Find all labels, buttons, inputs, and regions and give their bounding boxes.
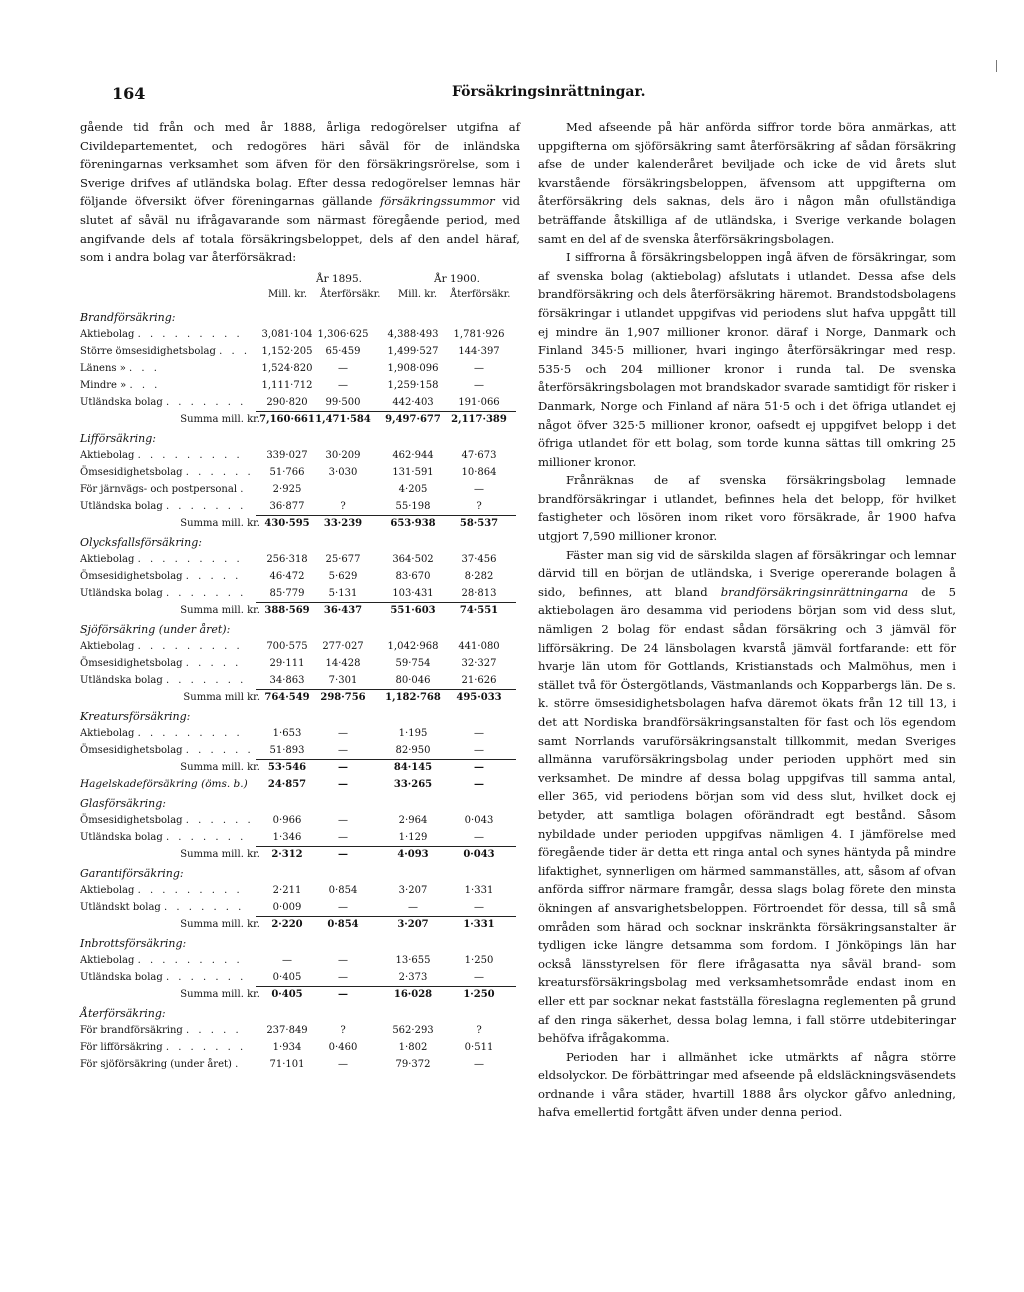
row-label-text: Aktiebolag bbox=[80, 553, 135, 565]
sum-value: 495·033 bbox=[456, 691, 502, 703]
row-label bbox=[80, 829, 270, 846]
row-label bbox=[80, 812, 270, 829]
page-number: 164 bbox=[112, 84, 146, 103]
sum-value: 2·312 bbox=[271, 848, 303, 860]
cell-value: 30·209 bbox=[325, 449, 361, 461]
sum-value: 388·569 bbox=[264, 604, 310, 616]
sum-value: 1,182·768 bbox=[385, 691, 441, 703]
row-label-text: Aktiebolag bbox=[80, 727, 135, 739]
table-row bbox=[80, 326, 520, 343]
year-1900-header: År 1900. bbox=[434, 272, 480, 285]
leader-dots: . . . . . . bbox=[185, 466, 254, 478]
cell-value: — bbox=[474, 1058, 484, 1070]
cell-value: 21·626 bbox=[461, 674, 497, 686]
sum-row bbox=[80, 986, 520, 1003]
table-row bbox=[80, 812, 520, 829]
cell-value: 28·813 bbox=[461, 587, 497, 599]
cell-value: 1,499·527 bbox=[387, 345, 439, 357]
sum-label: Summa mill. kr. bbox=[180, 918, 260, 930]
leader-dots: . bbox=[240, 483, 247, 495]
cell-value: — bbox=[282, 954, 292, 966]
cell-value: 80·046 bbox=[395, 674, 431, 686]
paragraph-5: Perioden har i allmänhet icke utmärkts af några större eldsolyckor. De förbättringar med afseende på eldsläckningsväsendets ordnande i våra städer, hvartill 1888 års olyckor gåfvo anledning, hafva emellertid fortgått äfven under denna period. bbox=[538, 1049, 956, 1120]
sum-value: 2·220 bbox=[271, 918, 303, 930]
cell-value: 191·066 bbox=[458, 396, 500, 408]
cell-value: 0·854 bbox=[328, 884, 358, 896]
sum-value: 36·437 bbox=[323, 604, 363, 616]
cell-value: ? bbox=[340, 500, 346, 512]
page-header bbox=[0, 84, 1024, 108]
cell-value: 1·934 bbox=[272, 1041, 302, 1053]
sum-value: 551·603 bbox=[390, 604, 436, 616]
leader-dots: . . . . . . . . . bbox=[137, 954, 243, 966]
cell-value: 1,152·205 bbox=[261, 345, 313, 357]
row-label bbox=[80, 969, 270, 986]
cell-value: 51·766 bbox=[269, 466, 305, 478]
sum-value: 16·028 bbox=[393, 988, 433, 1000]
row-label bbox=[80, 481, 270, 498]
sum-value: 24·857 bbox=[267, 778, 307, 790]
table-row bbox=[80, 882, 520, 899]
table-row bbox=[80, 394, 520, 411]
cell-value: — bbox=[338, 362, 348, 374]
paragraph-2: I siffrorna å försäkringsbeloppen ingå äfven de försäkringar, som af svenska bolag (aktiebolag) afslutats i utlandet. Dessa afse dels brandförsäkring och dels återförsäkring häremot. Brandstodsbolagens försäkringar i utlandet uppgifvas vid periodens slut hafva uppgått till ej mindre än 1,907 millioner kronor. däraf i Norge, Danmark och Finland 345·5 millioner, hvari ingingo återförsäkringar med resp. 535·5 och 204 millioner kronor i runda tal. De svenska återförsäkringsbolagen mot brandskador svarade samtidigt för risker i Danmark, Norge och Finland af nära 51·5 och i det öfriga utlandet ej något öfver 325·5 millioner kronor, oafsedt ej uppgifvet belopp i det öfriga utlandet för ett bolag, som torde kunna sättas till omkring 25 millioner kronor. bbox=[538, 250, 956, 469]
cell-value: — bbox=[338, 971, 348, 983]
sum-label: Summa mill kr. bbox=[183, 691, 260, 703]
cell-value: — bbox=[474, 831, 484, 843]
cell-value: — bbox=[338, 954, 348, 966]
paragraph-1: Med afseende på här anförda siffror torde böra anmärkas, att uppgifterna om sjöförsäkring samt återförsäkring af sådan försäkring afse de under kalenderåret beviljade och icke de vid årets slut kvarstående försäkringsbeloppen, äfvensom att uppgifterna om återförsäkring dels saknas, dels äro i någon mån ofullständiga beträffande åtskilliga af de utländska, i Sverige verkande bolagen samt en del af de svenska återförsäkringsbolagen. bbox=[538, 120, 956, 246]
leader-dots: . bbox=[235, 1058, 242, 1070]
sum-value: 764·549 bbox=[264, 691, 310, 703]
row-label-text: För järnvägs- och postpersonal bbox=[80, 483, 238, 495]
cell-value: — bbox=[474, 379, 484, 391]
cell-value: 0·511 bbox=[464, 1041, 494, 1053]
row-label-text: Utländska bolag bbox=[80, 831, 163, 843]
cell-value: 0·043 bbox=[464, 814, 494, 826]
cell-value: — bbox=[338, 744, 348, 756]
cell-value: — bbox=[338, 901, 348, 913]
cell-value: 29·111 bbox=[269, 657, 305, 669]
leader-dots: . . . . . . . bbox=[164, 901, 245, 913]
row-label bbox=[80, 326, 270, 343]
cell-value: — bbox=[338, 1058, 348, 1070]
cell-value: 256·318 bbox=[266, 553, 308, 565]
row-label-text: Aktiebolag bbox=[80, 640, 135, 652]
col-mill-kr-2: Mill. kr. bbox=[398, 288, 438, 300]
cell-value: — bbox=[474, 727, 484, 739]
cell-value: — bbox=[408, 901, 418, 913]
cell-value: 2·211 bbox=[272, 884, 302, 896]
cell-value: 46·472 bbox=[269, 570, 305, 582]
cell-value: 8·282 bbox=[464, 570, 494, 582]
row-label bbox=[80, 377, 270, 394]
cell-value: 14·428 bbox=[325, 657, 361, 669]
section-title: Brandförsäkring: bbox=[80, 310, 176, 324]
right-column bbox=[538, 118, 956, 1122]
cell-value: — bbox=[338, 379, 348, 391]
paragraph-4-text-a: Fäster man sig vid de särskilda slagen af försäkringar och lemnar därvid till en början de utländska, i Sverige opererande bolagen å sido, befinnes, att bland bbox=[538, 547, 956, 599]
row-label bbox=[80, 394, 270, 411]
cell-value: 1·195 bbox=[398, 727, 428, 739]
sum-value: — bbox=[338, 778, 348, 790]
cell-value: 99·500 bbox=[325, 396, 361, 408]
table-row bbox=[80, 638, 520, 655]
sum-value: — bbox=[338, 761, 348, 773]
cell-value: 71·101 bbox=[269, 1058, 305, 1070]
row-label-text: Ömsesidighetsbolag bbox=[80, 657, 183, 669]
row-label bbox=[80, 1056, 270, 1073]
sum-value: 0·043 bbox=[463, 848, 495, 860]
sum-value: — bbox=[338, 988, 348, 1000]
cell-value: — bbox=[474, 901, 484, 913]
leader-dots: . . . . . . . . . bbox=[137, 328, 243, 340]
cell-value: 1·331 bbox=[464, 884, 494, 896]
col-mill-kr: Mill. kr. bbox=[268, 288, 308, 300]
cell-value: 34·863 bbox=[269, 674, 305, 686]
sum-label: Summa mill. kr. bbox=[180, 761, 260, 773]
sum-value: 3·207 bbox=[397, 918, 429, 930]
table-row bbox=[80, 551, 520, 568]
table-header bbox=[80, 273, 520, 307]
leader-dots: . . . . . . . . . bbox=[137, 884, 243, 896]
sum-label: Summa mill. kr. bbox=[180, 848, 260, 860]
table-row bbox=[80, 829, 520, 846]
table-row bbox=[80, 447, 520, 464]
table-row bbox=[80, 343, 520, 360]
row-label bbox=[80, 1022, 270, 1039]
row-label-text: Utländska bolag bbox=[80, 971, 163, 983]
sum-value: — bbox=[474, 761, 484, 773]
cell-value: 1·129 bbox=[398, 831, 428, 843]
sum-label: Summa mill. kr. bbox=[180, 604, 260, 616]
table-row bbox=[80, 1056, 520, 1073]
cell-value: 1·250 bbox=[464, 954, 494, 966]
leader-dots: . . . bbox=[129, 362, 160, 374]
leader-dots: . . . bbox=[129, 379, 161, 391]
cell-value: 1,306·625 bbox=[317, 328, 369, 340]
leader-dots: . . . . . bbox=[185, 657, 242, 669]
year-1895-header: År 1895. bbox=[316, 272, 362, 285]
row-label-text: Ömsesidighetsbolag bbox=[80, 814, 183, 826]
sum-row bbox=[80, 689, 520, 706]
sum-value: — bbox=[338, 848, 348, 860]
row-label bbox=[80, 638, 270, 655]
cell-value: 3,081·104 bbox=[261, 328, 313, 340]
row-label-text: Mindre » bbox=[80, 379, 127, 391]
intro-paragraph bbox=[80, 118, 520, 267]
paragraph-4-emphasis: brandförsäkringsinrättningarna bbox=[720, 584, 909, 599]
cell-value: 37·456 bbox=[461, 553, 497, 565]
table-row bbox=[80, 1022, 520, 1039]
row-label bbox=[80, 551, 270, 568]
cell-value: 237·849 bbox=[266, 1024, 308, 1036]
cell-value: 2·925 bbox=[272, 483, 302, 495]
leader-dots: . . . . . . bbox=[185, 814, 254, 826]
section-title: Inbrottsförsäkring: bbox=[80, 936, 187, 950]
table-row bbox=[80, 568, 520, 585]
col-aterforsakr-2: Återförsäkr. bbox=[450, 288, 511, 300]
leader-dots: . . . . . . . bbox=[165, 674, 247, 686]
table-row bbox=[80, 725, 520, 742]
cell-value: 59·754 bbox=[395, 657, 431, 669]
leader-dots: . . . . . . . . . bbox=[137, 553, 243, 565]
cell-value: 339·027 bbox=[266, 449, 308, 461]
sum-row bbox=[80, 602, 520, 619]
cell-value: 1,042·968 bbox=[387, 640, 439, 652]
running-title: Försäkringsinrättningar. bbox=[452, 84, 646, 100]
sum-row bbox=[80, 776, 520, 793]
cell-value: 3·207 bbox=[398, 884, 428, 896]
cell-value: 2·373 bbox=[398, 971, 428, 983]
row-label-text: Aktiebolag bbox=[80, 328, 135, 340]
intro-text-b: vid slutet af såväl nu ifrågavarande som närmast föregående period, med angifvande dels af totala försäkringsbeloppet, dels af den andel häraf, som i andra bolag var återförsäkrad: bbox=[80, 194, 521, 265]
row-label bbox=[80, 742, 270, 759]
cell-value: 103·431 bbox=[392, 587, 434, 599]
row-label bbox=[80, 585, 270, 602]
cell-value: — bbox=[338, 814, 348, 826]
cell-value: — bbox=[474, 744, 484, 756]
row-label-text: Utländska bolag bbox=[80, 500, 163, 512]
section-title: Sjöförsäkring (under året): bbox=[80, 622, 231, 636]
sum-row bbox=[80, 846, 520, 863]
sum-value: — bbox=[474, 778, 484, 790]
cell-value: 32·327 bbox=[461, 657, 497, 669]
cell-value: 462·944 bbox=[392, 449, 434, 461]
paragraph-4 bbox=[538, 546, 956, 1048]
cell-value: 36·877 bbox=[269, 500, 305, 512]
sum-row bbox=[80, 411, 520, 428]
section-title: Lifförsäkring: bbox=[80, 431, 156, 445]
cell-value: 4·205 bbox=[398, 483, 428, 495]
leader-dots: . . . . . . . bbox=[165, 396, 247, 408]
leader-dots: . . . . . . bbox=[185, 744, 254, 756]
row-label bbox=[80, 360, 270, 377]
sum-value: 33·265 bbox=[393, 778, 433, 790]
table-row bbox=[80, 360, 520, 377]
sum-label: Summa mill. kr. bbox=[180, 413, 260, 425]
cell-value: 5·131 bbox=[328, 587, 358, 599]
section-title: Olycksfallsförsäkring: bbox=[80, 535, 202, 549]
table-row bbox=[80, 377, 520, 394]
leader-dots: . . . . . . . . . bbox=[137, 449, 243, 461]
sum-value: 1·250 bbox=[463, 988, 495, 1000]
cell-value: 13·655 bbox=[395, 954, 431, 966]
cell-value: — bbox=[474, 483, 484, 495]
sum-value: 0·854 bbox=[327, 918, 359, 930]
paragraph-4-text-b: de 5 aktiebolagen äro desamma vid periodens början som vid dess slut, nämligen 2 bolag för endast sådan försäkring och 3 jämväl för lifförsäkring. De 24 länsbolagen kvarstå jämväl fortfarande: ett för hvarje län utom för Gottlands, Kristianstads och Malmöhus, men i stället två för Östergötlands, Västmanlands och Kopparbergs län. De s. k. större ömsesidighetsbolagen hafva däremot ökats från 12 till 13, i det att Nordiska brandförsäkringsanstalten för fast och lös egendom samt Norrlands varuförsäkringsanstalt tillkommit, medan Sveriges allmänna varuförsäkringsbolag under perioden upphört med sin verksamhet. De mindre af dessa bolag uppgifvas till samma antal, eller 365, vid periodens början som vid dess slut, hvilket dock ej betyder, att samtliga bolagen oförändradt egt bestånd. Såsom nybildade under perioden uppgifvas nämligen 4. I jämförelse med föregående tider är detta ett ringa antal och synes häntyda på mindre lifaktighet, synnerligen om härmed sammanställes, att, såsom af ofvan anförda siffror närmare framgår, dessa slags bolag förete den minsta ökningen af ansvarighetsbeloppen. Förtroendet för dessa, till så små områden som härad och socknar inskränkta försäkringsanstalter är tydligen icke längre detsamma som fordom. I Jönköpings län har också länsstyrelsen för flere ifrågasatta nya såväl brand- som kreatursförsäkringsbolag med verksamhetsområde endast inom en eller ett par socknar nekat fastställa föreslagna reglementen på grund af den ringa säkerhet, dessa bolag lemna, i fall större utdebiteringar behöfva ifrågakomma. bbox=[538, 584, 956, 1046]
row-label-text: Ömsesidighetsbolag bbox=[80, 570, 183, 582]
intro-text-a: gående tid från och med år 1888, årliga redogörelser utgifna af Civildepartementet, och redogöres häri såväl för de inländska föreningarnas verksamhet som äfven för den försäkringsrörelse, som i Sverige drifves af utländska bolag. Efter dessa redogörelser lemnas här följande öfversikt öfver föreningarnas gällande bbox=[80, 120, 520, 209]
cell-value: 85·779 bbox=[269, 587, 305, 599]
leader-dots: . . . . . . . . . bbox=[137, 640, 243, 652]
cell-value: 2·964 bbox=[398, 814, 428, 826]
cell-value: 442·403 bbox=[392, 396, 434, 408]
row-label-text: Aktiebolag bbox=[80, 884, 135, 896]
leader-dots: . . . . . . . bbox=[165, 500, 247, 512]
row-label-text: Utländska bolag bbox=[80, 674, 163, 686]
cell-value: 0·405 bbox=[272, 971, 302, 983]
cell-value: 0·460 bbox=[328, 1041, 358, 1053]
cell-value: 47·673 bbox=[461, 449, 497, 461]
sum-row bbox=[80, 759, 520, 776]
table-row bbox=[80, 585, 520, 602]
cell-value: — bbox=[338, 831, 348, 843]
cell-value: 65·459 bbox=[325, 345, 361, 357]
leader-dots: . . . . . . . bbox=[165, 587, 247, 599]
row-label bbox=[80, 655, 270, 672]
sum-value: 430·595 bbox=[264, 517, 310, 529]
table-row bbox=[80, 672, 520, 689]
section-title: Återförsäkring: bbox=[80, 1006, 166, 1020]
cell-value: 1·653 bbox=[272, 727, 302, 739]
leader-dots: . . . . . . . . . bbox=[137, 727, 243, 739]
row-label bbox=[80, 1039, 270, 1056]
cell-value: 79·372 bbox=[395, 1058, 431, 1070]
table-row bbox=[80, 742, 520, 759]
cell-value: 4,388·493 bbox=[387, 328, 439, 340]
sum-value: 7,160·661 bbox=[259, 413, 315, 425]
row-label-text: Länens » bbox=[80, 362, 126, 374]
paragraph-3: Frånräknas de af svenska försäkringsbolag lemnade brandförsäkringar i utlandet, befinnes hela det belopp, för hvilket fastigheter och lösören inom riket voro försäkrade, år 1900 hafva utgjort 7,590 millioner kronor. bbox=[538, 473, 956, 544]
cell-value: ? bbox=[340, 1024, 346, 1036]
col-aterforsakr: Återförsäkr. bbox=[320, 288, 381, 300]
left-column bbox=[80, 118, 520, 1073]
cell-value: 1,111·712 bbox=[261, 379, 313, 391]
cell-value: ? bbox=[476, 1024, 482, 1036]
table-row bbox=[80, 464, 520, 481]
sum-value: 58·537 bbox=[459, 517, 499, 529]
cell-value: ? bbox=[476, 500, 482, 512]
sum-value: 53·546 bbox=[267, 761, 307, 773]
insurance-table bbox=[80, 310, 520, 1073]
leader-dots: . . . . . . . bbox=[165, 1041, 247, 1053]
cell-value: — bbox=[474, 971, 484, 983]
table-row bbox=[80, 1039, 520, 1056]
cell-value: 1,781·926 bbox=[453, 328, 505, 340]
leader-dots: . . . bbox=[219, 345, 251, 357]
cell-value: 55·198 bbox=[395, 500, 431, 512]
sum-value: 1·331 bbox=[463, 918, 495, 930]
sum-row bbox=[80, 916, 520, 933]
cell-value: 7·301 bbox=[328, 674, 358, 686]
table-row bbox=[80, 952, 520, 969]
row-label-text: Större ömsesidighetsbolag bbox=[80, 345, 216, 357]
table-row bbox=[80, 498, 520, 515]
row-label bbox=[80, 447, 270, 464]
sum-value: 298·756 bbox=[320, 691, 366, 703]
leader-dots: . . . . . . . bbox=[165, 971, 247, 983]
row-label bbox=[80, 899, 270, 916]
cell-value: — bbox=[474, 362, 484, 374]
cell-value: 1·802 bbox=[398, 1041, 428, 1053]
intro-emphasis: försäkringssummor bbox=[380, 194, 495, 209]
row-label bbox=[80, 672, 270, 689]
cell-value: 3·030 bbox=[328, 466, 358, 478]
row-label-text: För brandförsäkring bbox=[80, 1024, 183, 1036]
row-label bbox=[80, 343, 270, 360]
cell-value: 0·966 bbox=[272, 814, 302, 826]
cell-value: 290·820 bbox=[266, 396, 308, 408]
row-label-text: Utländskt bolag bbox=[80, 901, 161, 913]
cell-value: 82·950 bbox=[395, 744, 431, 756]
row-label bbox=[80, 952, 270, 969]
table-row bbox=[80, 481, 520, 498]
leader-dots: . . . . . bbox=[186, 1024, 242, 1036]
sum-label: Hagelskadeförsäkring (öms. b.) bbox=[80, 777, 248, 790]
sum-value: 84·145 bbox=[393, 761, 433, 773]
cell-value: 700·575 bbox=[266, 640, 308, 652]
row-label-text: Utländska bolag bbox=[80, 396, 163, 408]
sum-label: Summa mill. kr. bbox=[180, 517, 260, 529]
sum-value: 33·239 bbox=[323, 517, 363, 529]
cell-value: 1·346 bbox=[272, 831, 302, 843]
cell-value: 144·397 bbox=[458, 345, 500, 357]
sum-row bbox=[80, 515, 520, 532]
row-label-text: Utländska bolag bbox=[80, 587, 163, 599]
cell-value: 1,908·096 bbox=[387, 362, 439, 374]
row-label-text: Aktiebolag bbox=[80, 449, 135, 461]
cell-value: 0·009 bbox=[272, 901, 302, 913]
row-label bbox=[80, 882, 270, 899]
row-label bbox=[80, 725, 270, 742]
page-edge-mark bbox=[996, 60, 997, 72]
cell-value: 25·677 bbox=[325, 553, 361, 565]
sum-value: 4·093 bbox=[397, 848, 429, 860]
table-row bbox=[80, 655, 520, 672]
cell-value: 1,524·820 bbox=[261, 362, 313, 374]
sum-value: 1,471·584 bbox=[315, 413, 371, 425]
cell-value: 364·502 bbox=[392, 553, 434, 565]
leader-dots: . . . . . . . bbox=[165, 831, 247, 843]
sum-value: 9,497·677 bbox=[385, 413, 441, 425]
cell-value: 277·027 bbox=[322, 640, 364, 652]
table-row bbox=[80, 899, 520, 916]
row-label bbox=[80, 464, 270, 481]
cell-value: — bbox=[338, 727, 348, 739]
section-title: Garantiförsäkring: bbox=[80, 866, 184, 880]
leader-dots: . . . . . bbox=[185, 570, 242, 582]
row-label-text: Aktiebolag bbox=[80, 954, 135, 966]
cell-value: 441·080 bbox=[458, 640, 500, 652]
cell-value: 5·629 bbox=[328, 570, 358, 582]
row-label-text: För lifförsäkring bbox=[80, 1041, 163, 1053]
row-label bbox=[80, 568, 270, 585]
sum-value: 653·938 bbox=[390, 517, 436, 529]
cell-value: 1,259·158 bbox=[387, 379, 439, 391]
section-title: Kreatursförsäkring: bbox=[80, 709, 191, 723]
cell-value: 83·670 bbox=[395, 570, 431, 582]
cell-value: 562·293 bbox=[392, 1024, 434, 1036]
section-title: Glasförsäkring: bbox=[80, 796, 166, 810]
row-label-text: Ömsesidighetsbolag bbox=[80, 744, 183, 756]
sum-label: Summa mill. kr. bbox=[180, 988, 260, 1000]
sum-value: 2,117·389 bbox=[451, 413, 507, 425]
sum-value: 74·551 bbox=[459, 604, 499, 616]
cell-value: 51·893 bbox=[269, 744, 305, 756]
table-row bbox=[80, 969, 520, 986]
cell-value: 10·864 bbox=[461, 466, 497, 478]
row-label-text: För sjöförsäkring (under året) bbox=[80, 1058, 232, 1070]
cell-value: 131·591 bbox=[392, 466, 434, 478]
sum-value: 0·405 bbox=[271, 988, 303, 1000]
row-label bbox=[80, 498, 270, 515]
row-label-text: Ömsesidighetsbolag bbox=[80, 466, 183, 478]
